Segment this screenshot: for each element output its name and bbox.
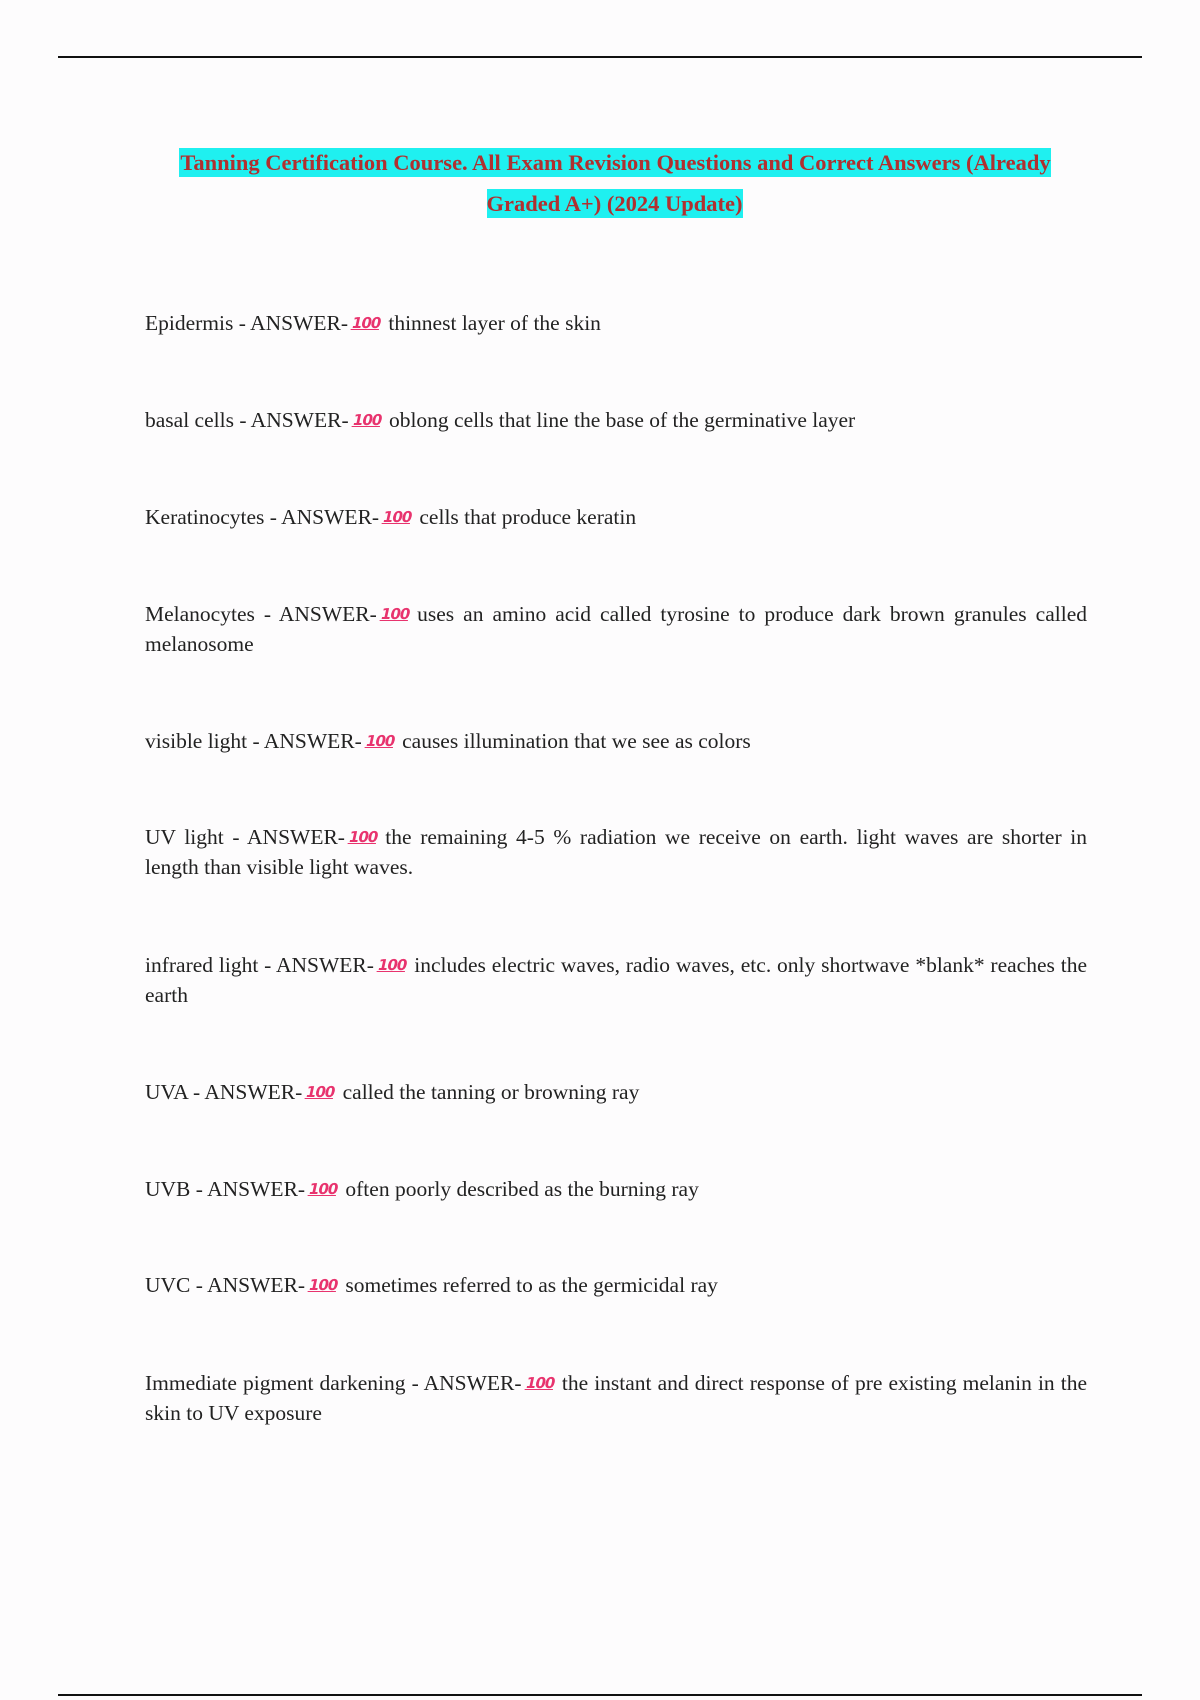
answer: sometimes referred to as the germicidal ray xyxy=(345,1273,718,1297)
answer-label: - ANSWER- xyxy=(264,953,374,977)
answer-label: - ANSWER- xyxy=(195,1177,306,1201)
term: Keratinocytes xyxy=(145,505,265,529)
term: Epidermis xyxy=(145,311,234,335)
answer-label: - ANSWER- xyxy=(239,408,349,432)
term: UV light xyxy=(145,825,224,849)
answer: cells that produce keratin xyxy=(419,505,637,529)
term: visible light xyxy=(145,729,248,753)
document-title: Tanning Certification Course. All Exam Revision Questions and Correct Answers (Already Graded A+) (2024 Update) xyxy=(180,150,1051,216)
qa-entry xyxy=(145,950,1087,1010)
term: basal cells xyxy=(145,408,234,432)
term: Immediate pigment darkening xyxy=(145,1371,406,1395)
answer-label: - ANSWER- xyxy=(195,1273,306,1297)
hundred-points-icon: 100 xyxy=(347,828,380,846)
qa-entry xyxy=(145,1174,1087,1204)
qa-entry xyxy=(145,1077,1087,1107)
answer: the remaining 4-5 % radiation we receive on earth. light waves are shorter in length than visible light waves. xyxy=(145,825,1088,879)
answer: includes electric waves, radio waves, etc. only shortwave *blank* reaches the earth xyxy=(145,953,1087,1007)
top-rule xyxy=(58,56,1142,58)
hundred-points-icon: 100 xyxy=(376,956,409,974)
answer-label: - ANSWER- xyxy=(238,311,349,335)
term: infrared light xyxy=(145,953,259,977)
hundred-points-icon: 100 xyxy=(363,732,397,750)
hundred-points-icon: 100 xyxy=(350,411,383,429)
hundred-points-icon: 100 xyxy=(523,1374,556,1392)
qa-entry xyxy=(145,308,1087,338)
hundred-points-icon: 100 xyxy=(350,314,383,332)
answer-label: - ANSWER- xyxy=(232,825,345,849)
answer-label: - ANSWER- xyxy=(252,729,362,753)
answer-label: - ANSWER- xyxy=(193,1080,303,1104)
qa-entry xyxy=(145,1368,1087,1428)
hundred-points-icon: 100 xyxy=(304,1083,337,1101)
answer: the instant and direct response of pre existing melanin in the skin to UV exposure xyxy=(145,1371,1088,1425)
qa-entry xyxy=(145,726,1087,756)
answer: uses an amino acid called tyrosine to produce dark brown granules called melanosome xyxy=(145,602,1087,656)
answer: thinnest layer of the skin xyxy=(388,311,601,335)
hundred-points-icon: 100 xyxy=(307,1276,340,1294)
term: UVA xyxy=(145,1080,188,1104)
term: UVB xyxy=(145,1177,191,1201)
term: UVC xyxy=(145,1273,191,1297)
answer-label: - ANSWER- xyxy=(263,602,377,626)
answer: called the tanning or browning ray xyxy=(342,1080,640,1104)
qa-entry xyxy=(145,822,1087,882)
answer: causes illumination that we see as colors xyxy=(402,729,751,753)
hundred-points-icon: 100 xyxy=(378,605,412,623)
term: Melanocytes xyxy=(145,602,255,626)
answer: oblong cells that line the base of the germinative layer xyxy=(388,408,856,432)
hundred-points-icon: 100 xyxy=(381,508,414,526)
answer-label: - ANSWER- xyxy=(269,505,380,529)
answer-label: - ANSWER- xyxy=(411,1371,522,1395)
bottom-rule xyxy=(58,1694,1142,1696)
qa-entry xyxy=(145,502,1087,532)
hundred-points-icon: 100 xyxy=(307,1180,340,1198)
qa-entry xyxy=(145,405,1087,435)
qa-entry xyxy=(145,1270,1087,1300)
qa-entry xyxy=(145,599,1087,659)
answer: often poorly described as the burning ray xyxy=(345,1177,699,1201)
